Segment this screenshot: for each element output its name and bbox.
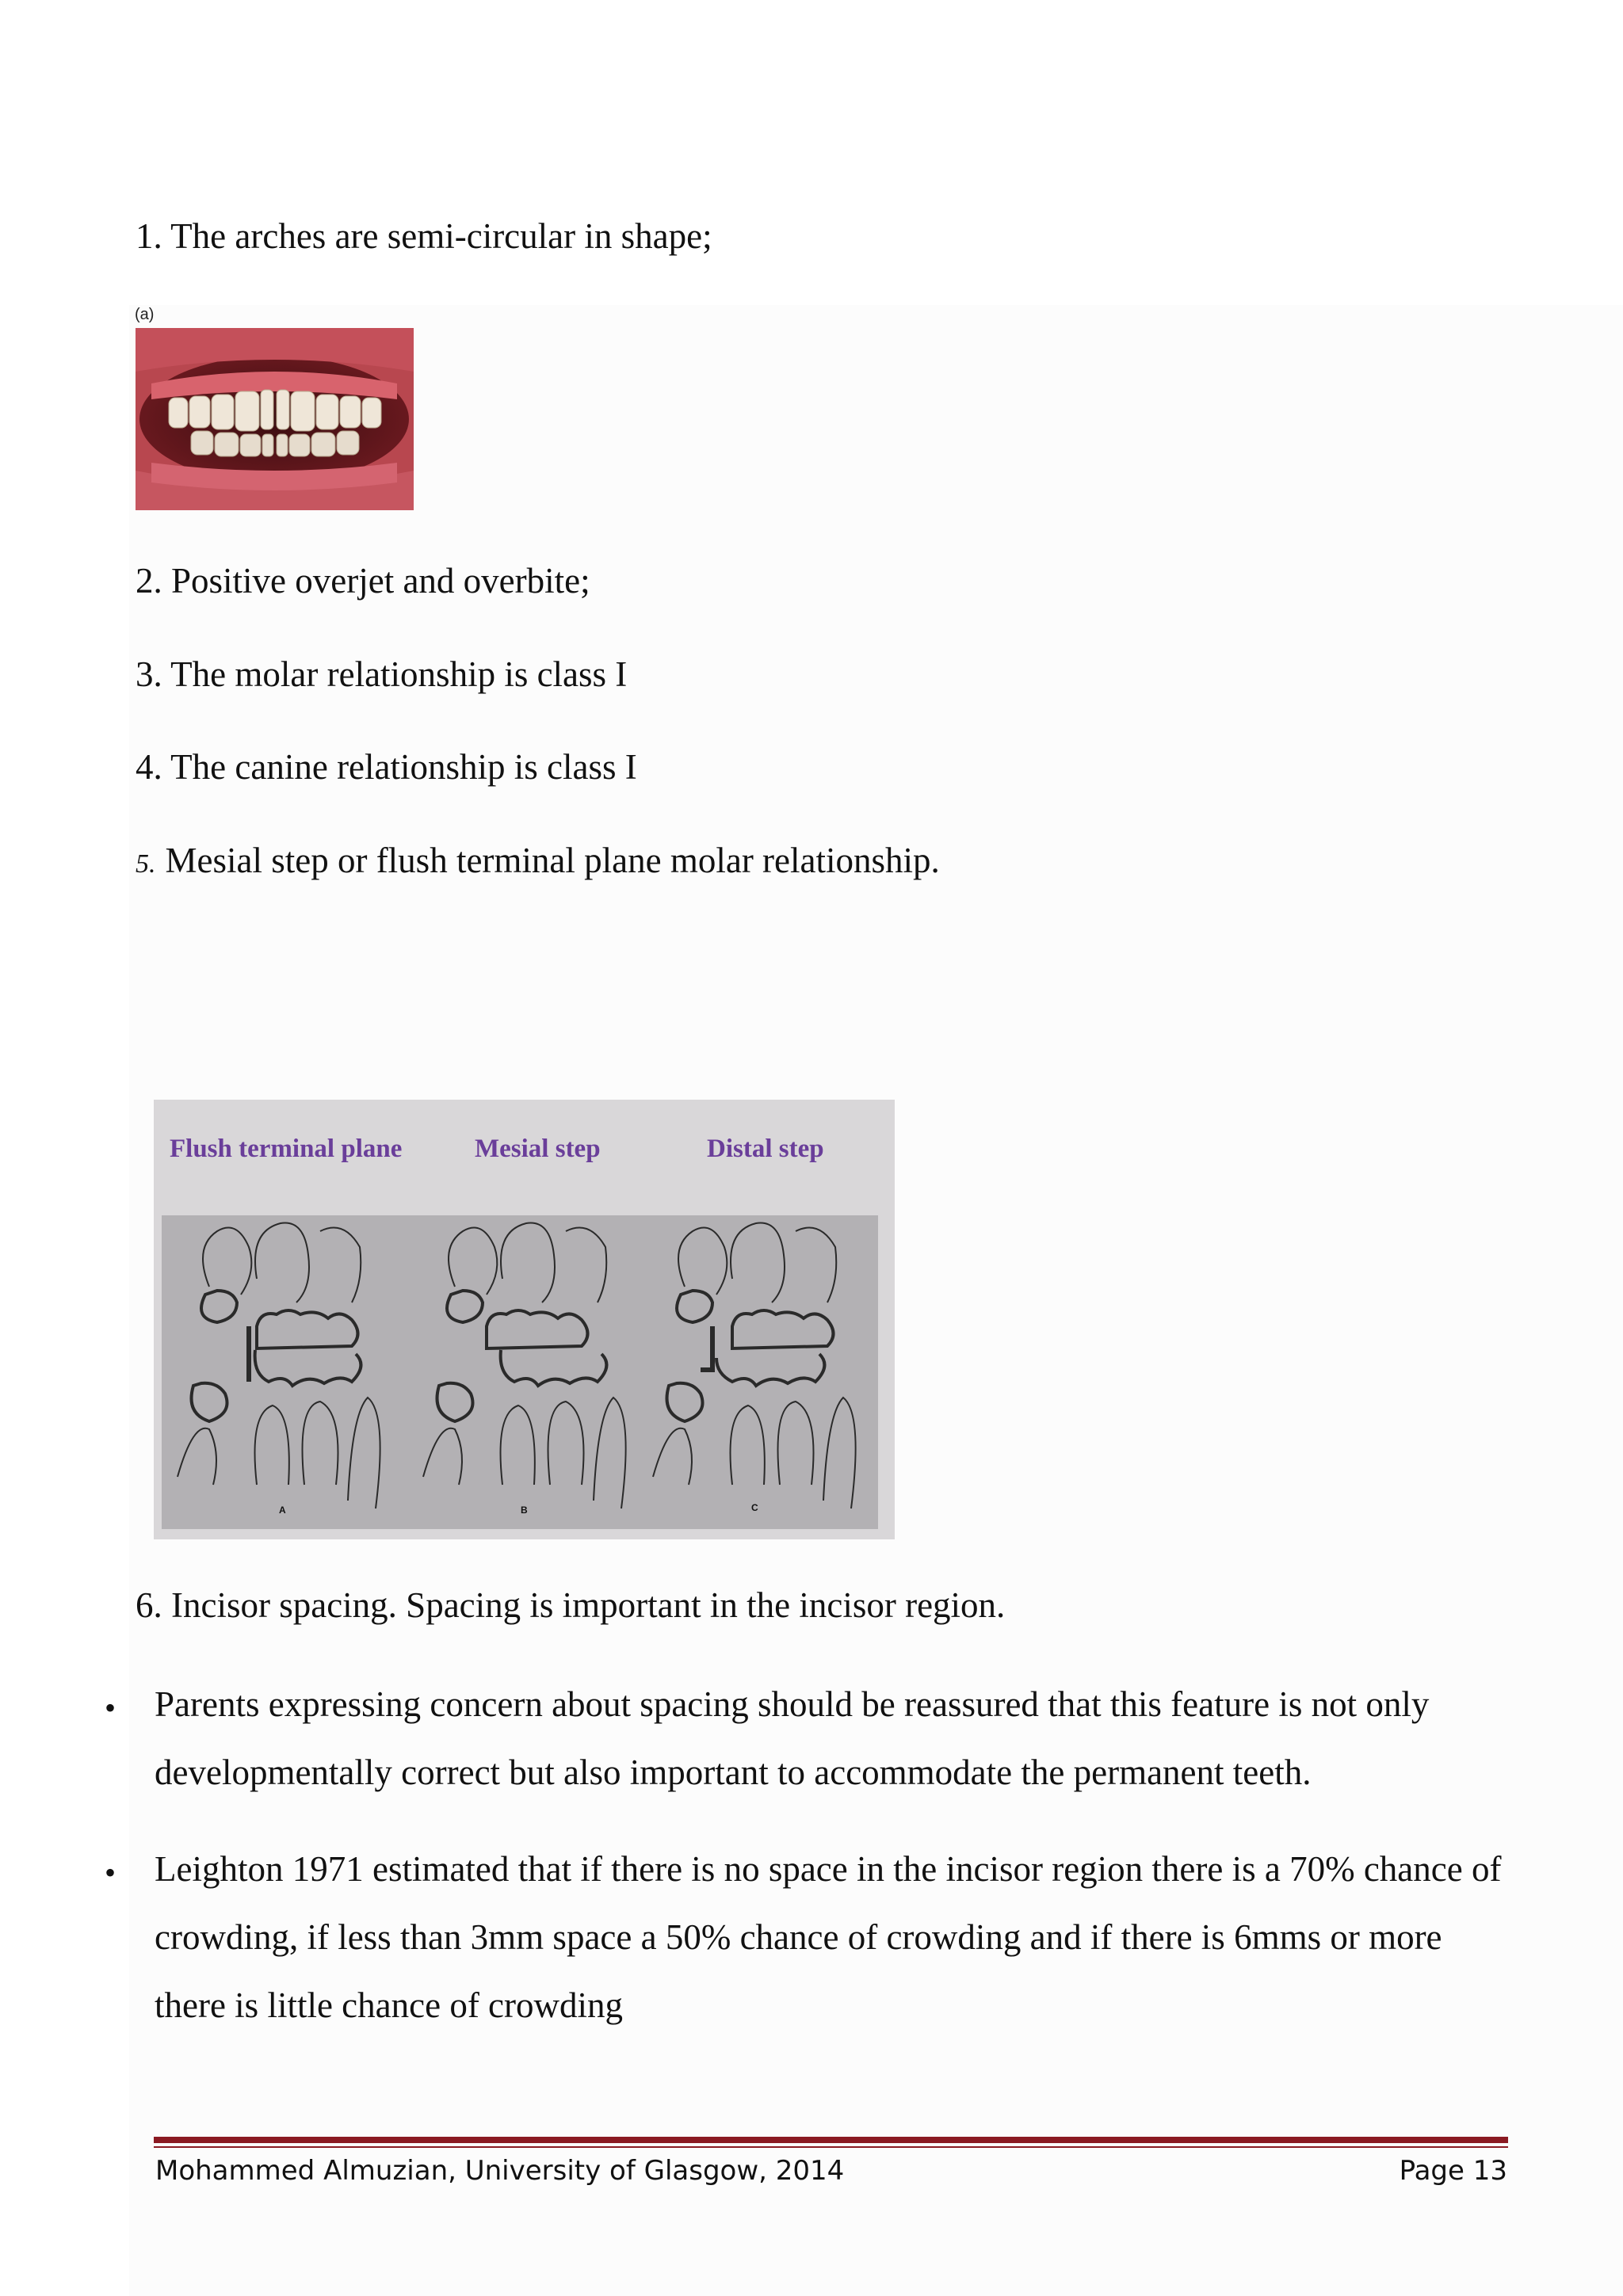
bullet-dot-2: • xyxy=(105,1855,116,1890)
tooth-sketch-a xyxy=(178,1223,380,1509)
list-item-1: 1. The arches are semi-circular in shape; xyxy=(136,216,712,256)
list-item-5-number: 5. xyxy=(136,849,156,879)
panel-letter-b: B xyxy=(521,1505,528,1516)
list-item-5 xyxy=(136,838,940,887)
diagram-drawing-area xyxy=(162,1215,878,1529)
diagram-title-mesial: Mesial step xyxy=(475,1135,601,1163)
list-item-2: 2. Positive overjet and overbite; xyxy=(136,561,590,601)
bullet-paragraph-1: Parents expressing concern about spacing should be reassured that this feature is not only developmentally correct but also important to accommodate the permanent teeth. xyxy=(155,1684,1430,1792)
list-item-4: 4. The canine relationship is class I xyxy=(136,747,637,787)
bullet-paragraph-2: Leighton 1971 estimated that if there is no space in the incisor region there is a 70% chance of crowding, if less than 3mm space a 50% chance of crowding and if there is 6mms or more there is little chance of crowding xyxy=(155,1849,1502,2025)
tooth-sketch-b xyxy=(423,1223,626,1509)
diagram-title-flush: Flush terminal plane xyxy=(170,1135,403,1163)
tooth-sketch-c xyxy=(653,1223,856,1509)
list-item-6: 6. Incisor spacing. Spacing is important in the incisor region. xyxy=(136,1585,1006,1625)
molar-relationship-diagram xyxy=(154,1100,895,1539)
diagram-title-distal: Distal step xyxy=(707,1135,824,1163)
teeth-photo xyxy=(136,328,414,510)
footer-author: Mohammed Almuzian, University of Glasgow, 2014 xyxy=(155,2155,845,2187)
list-item-3: 3. The molar relationship is class I xyxy=(136,654,628,694)
panel-letter-c: C xyxy=(751,1502,758,1513)
panel-letter-a: A xyxy=(279,1505,286,1516)
bullet-dot-1: • xyxy=(105,1690,116,1726)
list-item-5-text: Mesial step or flush terminal plane molar relationship. xyxy=(165,841,940,880)
footer-rule-thin xyxy=(154,2146,1508,2148)
footer-page-number: Page 13 xyxy=(1399,2155,1507,2187)
figure-label: (a) xyxy=(135,306,155,323)
footer-rule xyxy=(154,2137,1508,2143)
